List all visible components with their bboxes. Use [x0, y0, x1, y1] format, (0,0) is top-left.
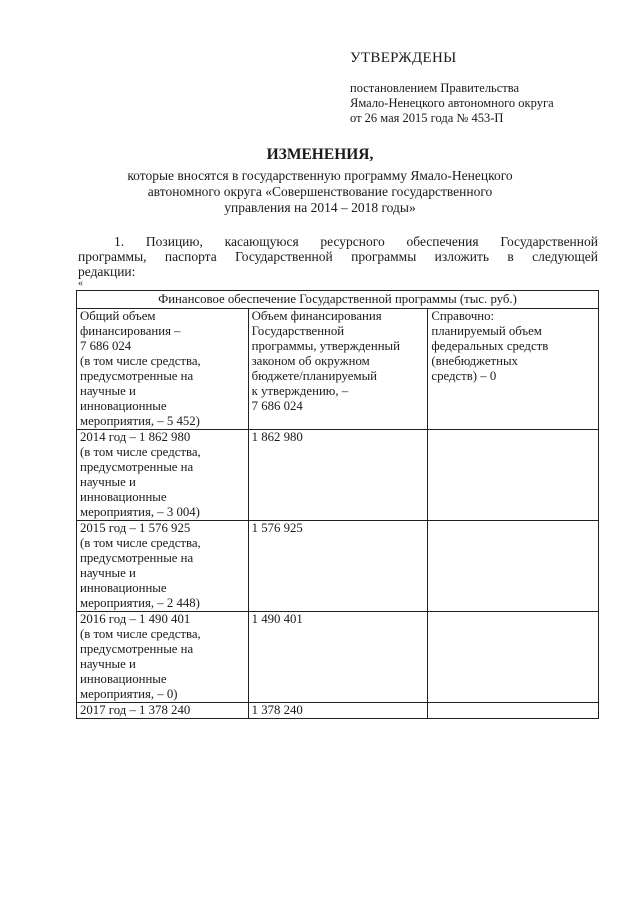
table-cell	[428, 521, 599, 612]
cell-text: предусмотренные на	[80, 551, 194, 565]
table-row	[77, 703, 599, 719]
table-cell	[248, 521, 428, 612]
cell-text: 1 862 980	[251, 430, 303, 444]
table-header: Финансовое обеспечение Государственной программы (тыс. руб.)	[77, 291, 599, 309]
cell-text: федеральных средств	[431, 339, 549, 353]
table-row	[77, 521, 599, 612]
cell-text: 1 378 240	[251, 703, 303, 717]
cell-text: 2014 год – 1 862 980	[80, 430, 191, 444]
heading-line: которые вносятся в государственную программу Ямало-Ненецкого	[127, 168, 513, 183]
cell-text: предусмотренные на	[80, 460, 194, 474]
cell-text: мероприятия, – 3 004)	[80, 505, 200, 519]
cell-text: инновационные	[80, 399, 167, 413]
table-cell	[428, 309, 599, 430]
table-cell	[77, 309, 249, 430]
table-cell	[428, 430, 599, 521]
approval-line: Ямало-Ненецкого автономного округа	[350, 96, 554, 110]
table-row	[77, 430, 599, 521]
cell-text: научные и	[80, 566, 136, 580]
cell-text: инновационные	[80, 672, 167, 686]
table-header-row	[77, 291, 599, 309]
cell-text: (в том числе средства,	[80, 354, 201, 368]
cell-text: мероприятия, – 0)	[80, 687, 178, 701]
cell-text: к утверждению, –	[251, 384, 349, 398]
cell-text: Общий объем	[80, 309, 156, 323]
cell-text: мероприятия, – 2 448)	[80, 596, 200, 610]
cell-text: законом об окружном	[251, 354, 370, 368]
approval-block	[350, 50, 610, 126]
table-cell	[428, 612, 599, 703]
cell-text: Объем финансирования	[251, 309, 382, 323]
cell-text: (в том числе средства,	[80, 445, 201, 459]
table-row	[77, 612, 599, 703]
table-cell	[248, 703, 428, 719]
table-row	[77, 309, 599, 430]
cell-text: (в том числе средства,	[80, 627, 201, 641]
opening-quote: «	[78, 278, 83, 289]
paragraph-line: 1. Позицию, касающуюся ресурсного обеспечения Государственной	[114, 234, 598, 249]
cell-text: предусмотренные на	[80, 369, 194, 383]
cell-text: научные и	[80, 475, 136, 489]
table-cell	[248, 309, 428, 430]
cell-text: 1 490 401	[251, 612, 303, 626]
cell-text: 2016 год – 1 490 401	[80, 612, 191, 626]
cell-text: средств) – 0	[431, 369, 497, 383]
approval-title: УТВЕРЖДЕНЫ	[350, 50, 457, 66]
table-cell	[77, 521, 249, 612]
heading-line: управления на 2014 – 2018 годы»	[224, 200, 416, 215]
cell-text: 1 576 925	[251, 521, 303, 535]
cell-text: 7 686 024	[80, 339, 132, 353]
table-cell	[77, 703, 249, 719]
cell-text: инновационные	[80, 490, 167, 504]
heading-line: автономного округа «Совершенствование государственного	[147, 184, 493, 199]
cell-text: (внебюджетных	[431, 354, 518, 368]
table-cell	[248, 612, 428, 703]
cell-text: научные и	[80, 384, 136, 398]
cell-text: планируемый объем	[431, 324, 542, 338]
table-cell	[428, 703, 599, 719]
cell-text: мероприятия, – 5 452)	[80, 414, 200, 428]
paragraph-line: программы, паспорта Государственной программы изложить в следующей	[78, 249, 598, 264]
cell-text: Государственной	[251, 324, 345, 338]
heading-title: ИЗМЕНЕНИЯ,	[266, 146, 374, 163]
approval-line: постановлением Правительства	[350, 81, 520, 95]
cell-text: финансирования –	[80, 324, 181, 338]
cell-text: предусмотренные на	[80, 642, 194, 656]
cell-text: 7 686 024	[251, 399, 303, 413]
paragraph-line: редакции:	[78, 264, 136, 279]
cell-text: инновационные	[80, 581, 167, 595]
cell-text: (в том числе средства,	[80, 536, 201, 550]
table-cell	[77, 612, 249, 703]
financing-table	[76, 290, 599, 719]
table-cell	[248, 430, 428, 521]
document-heading	[60, 146, 580, 216]
paragraph-1	[78, 234, 598, 279]
table-cell	[77, 430, 249, 521]
cell-text: Справочно:	[431, 309, 495, 323]
cell-text: научные и	[80, 657, 136, 671]
cell-text: бюджете/планируемый	[251, 369, 378, 383]
approval-line: от 26 мая 2015 года № 453-П	[350, 111, 504, 125]
cell-text: программы, утвержденный	[251, 339, 400, 353]
cell-text: 2015 год – 1 576 925	[80, 521, 191, 535]
cell-text: 2017 год – 1 378 240	[80, 703, 191, 717]
